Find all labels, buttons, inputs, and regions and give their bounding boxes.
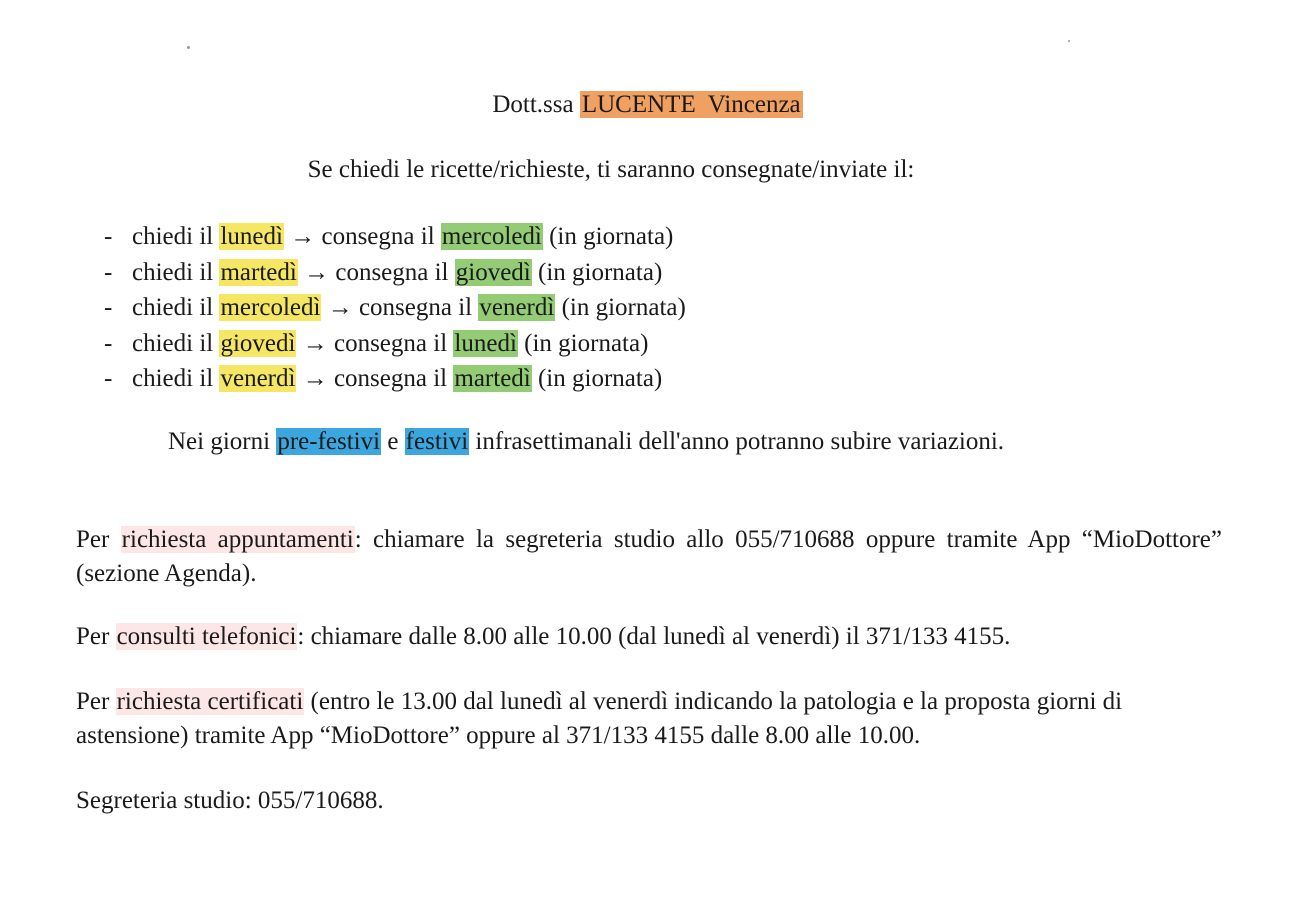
list-dash: - [104,329,113,357]
delivery-text: → consegna il [290,223,435,250]
request-text: chiedi il [132,294,214,321]
delivery-day: venerdì [479,294,555,321]
list-item [100,219,686,255]
request-text: chiedi il [132,365,214,392]
delivery-day: mercoledì [441,223,542,250]
phone-prefix: Per [76,623,110,650]
request-text: chiedi il [132,329,214,357]
delivery-day: lunedì [454,329,517,357]
office-contact: Segreteria studio: 055/710688. [76,787,384,814]
timing-note: (in giornata) [537,365,663,392]
holiday-notice [168,424,1004,460]
phone-label: consulti telefonici [116,623,297,650]
holiday-conjunction: e [387,428,399,455]
phone-text: : chiamare dalle 8.00 alle 10.00 (dal lunedì al venerdì) il 371/133 4155. [297,623,1011,650]
appointments-label: richiesta appuntamenti [121,526,354,553]
timing-note: (in giornata) [561,294,686,321]
scan-speck [1068,40,1070,42]
delivery-text: → consegna il [302,365,448,392]
appointments-paragraph [76,523,1222,591]
request-text: chiedi il [132,223,214,250]
festivi-label: festivi [405,428,469,455]
doctor-name: LUCENTE Vincenza [581,91,801,118]
certificates-label: richiesta certificati [116,688,304,715]
request-day: mercoledì [220,294,321,321]
list-item [100,290,686,326]
intro-text: Se chiedi le ricette/richieste, ti saranno consegnate/inviate il: [307,156,915,183]
doctor-title [0,88,1295,122]
list-item [100,326,686,362]
holiday-text-after: infrasettimanali dell'anno potranno subire variazioni. [475,428,1005,455]
list-item [100,361,686,397]
certificates-paragraph [76,685,1222,753]
doctor-prefix: Dott.ssa [492,91,574,118]
delivery-text: → consegna il [304,258,449,286]
appointments-prefix: Per [76,526,110,553]
request-day: giovedì [220,329,296,357]
certificates-text: (entro le 13.00 dal lunedì al venerdì indicando la patologia e la proposta giorni di astensione) tramite App “MioDottore” oppure al 371/133 4155 dalle 8.00 alle 10.00. [76,688,1123,749]
timing-note: (in giornata) [549,223,674,250]
list-dash: - [104,365,113,392]
delivery-text: → consegna il [302,329,448,357]
schedule-list [100,219,686,397]
delivery-day: martedì [454,365,531,392]
certificates-prefix: Per [76,688,110,715]
list-dash: - [104,223,113,250]
delivery-text: → consegna il [327,294,473,321]
scan-speck [187,46,190,49]
timing-note: (in giornata) [538,258,663,286]
list-dash: - [104,258,113,286]
list-dash: - [104,294,113,321]
timing-note: (in giornata) [524,329,649,357]
holiday-text-before: Nei giorni [168,428,271,455]
request-day: lunedì [220,223,283,250]
request-day: venerdì [220,365,296,392]
delivery-day: giovedì [455,258,531,286]
request-text: chiedi il [132,258,214,286]
list-item [100,255,686,291]
appointments-text: : chiamare la segreteria studio allo 055/710688 oppure tramite App “MioDottore” (sezione Agenda). [76,526,1223,587]
request-day: martedì [220,258,297,286]
phone-consult-paragraph [76,620,1222,654]
prefestivi-label: pre-festivi [277,428,381,455]
